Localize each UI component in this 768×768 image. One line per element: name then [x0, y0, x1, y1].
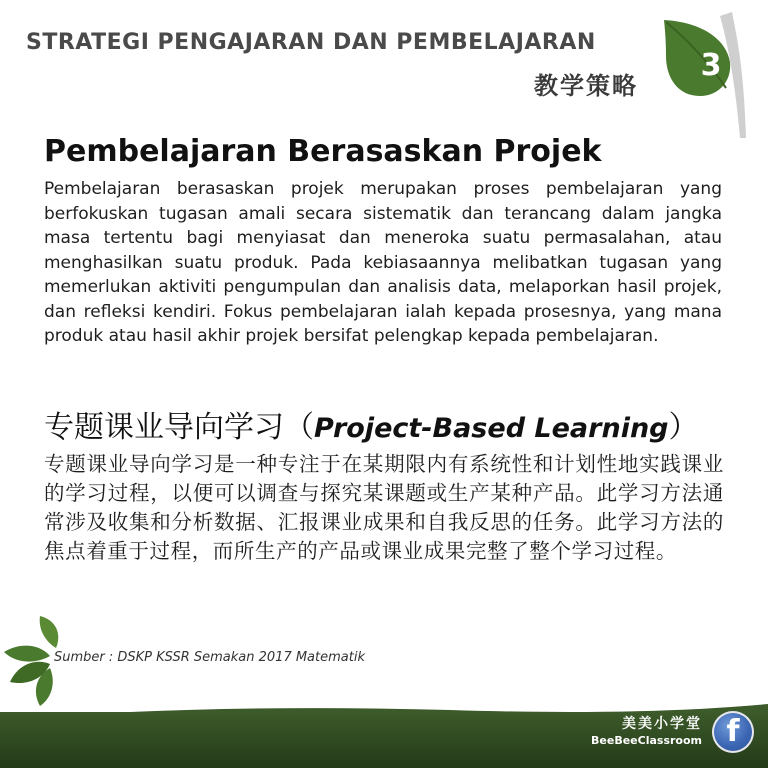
header-subtitle-zh: 教学策略: [534, 71, 638, 100]
section-title-close: ）: [668, 410, 699, 445]
brand-name-en: BeeBeeClassroom: [591, 734, 702, 747]
section-title-zh: [44, 402, 744, 446]
section-title-ms: Pembelajaran Berasaskan Projek: [44, 134, 602, 169]
header-title: STRATEGI PENGAJARAN DAN PEMBELAJARAN: [26, 30, 596, 55]
paragraph-ms: Pembelajaran berasaskan projek merupakan proses pembelajaran yang berfokuskan tugasan amali secara sistematik dan terancang dalam jangka masa tertentu bagi menyiasat dan meneroka suatu permasalahan, atau menghasilkan suatu produk. Pada kebiasaannya melibatkan tugasan yang memerlukan aktiviti pengumpulan dan analisis data, melaporkan hasil projek, dan refleksi kendiri. Fokus pembelajaran ialah kepada prosesnya, yang mana produk atau hasil akhir projek bersifat pelengkap kepada pembelajaran.: [44, 179, 722, 346]
source-citation: Sumber : DSKP KSSR Semakan 2017 Matematik: [54, 650, 365, 665]
brand-name-zh: 美美小学堂: [622, 716, 702, 732]
section-title-en-text: Project-Based Learning: [314, 413, 669, 444]
page-number: 3: [700, 48, 722, 83]
paragraph-zh: 专题课业导向学习是一种专注于在某期限内有系统性和计划性地实践课业的学习过程，以便可以调查与探究某课题或生产某种产品。此学习方法通常涉及收集和分析数据、汇报课业成果和自我反思的任务。此学习方法的焦点着重于过程，而所生产的产品或课业成果完整了整个学习过程。: [44, 452, 724, 563]
section-title-zh-text: 专题课业导向学习（: [44, 410, 314, 445]
facebook-icon[interactable]: f: [712, 711, 754, 753]
